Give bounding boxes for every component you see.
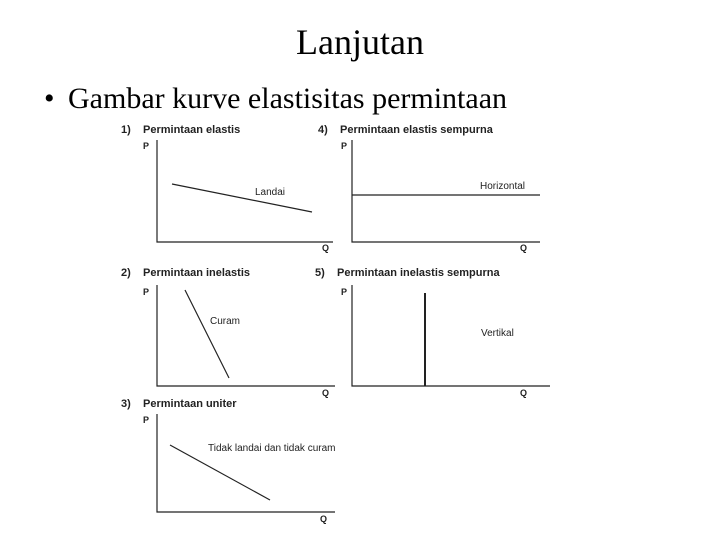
panel-1-y-axis-label: P — [143, 141, 150, 151]
slide-title: Lanjutan — [296, 22, 424, 62]
panel-4-curve-label: Horizontal — [480, 181, 526, 192]
panel-4-title: 4) Permintaan elastis sempurna — [318, 124, 493, 136]
panel-3-title: 3) Permintaan uniter — [121, 398, 237, 410]
bullet-symbol: • — [44, 82, 55, 115]
panel-1-curve-label: Landai — [255, 187, 286, 198]
panel-3-curve-label: Tidak landai dan tidak curam — [208, 443, 336, 454]
panel-5-title: 5) Permintaan inelastis sempurna — [315, 267, 500, 279]
panel-1-x-axis-label: Q — [322, 243, 330, 253]
panel-2-curve-label: Curam — [210, 316, 241, 327]
panel-5-y-axis-label: P — [341, 287, 348, 297]
panel-2-title: 2) Permintaan inelastis — [121, 267, 250, 279]
panel-1-axes — [157, 140, 333, 242]
panel-1-title: 1) Permintaan elastis — [121, 124, 241, 136]
panel-2-demand-curve — [185, 290, 229, 378]
panel-5-x-axis-label: Q — [520, 388, 528, 398]
panel-4-y-axis-label: P — [341, 141, 348, 151]
panel-5-curve-label: Vertikal — [481, 328, 514, 339]
panel-4-x-axis-label: Q — [520, 243, 528, 253]
bullet-text: Gambar kurve elastisitas permintaan — [68, 82, 508, 115]
panel-3-x-axis-label: Q — [320, 514, 328, 524]
panel-2-axes — [157, 285, 335, 386]
panel-3-y-axis-label: P — [143, 415, 150, 425]
panel-5-axes — [352, 285, 550, 386]
panel-1-demand-curve — [172, 184, 312, 212]
panel-3-axes — [157, 414, 335, 512]
panel-2-x-axis-label: Q — [322, 388, 330, 398]
panel-2-y-axis-label: P — [143, 287, 150, 297]
